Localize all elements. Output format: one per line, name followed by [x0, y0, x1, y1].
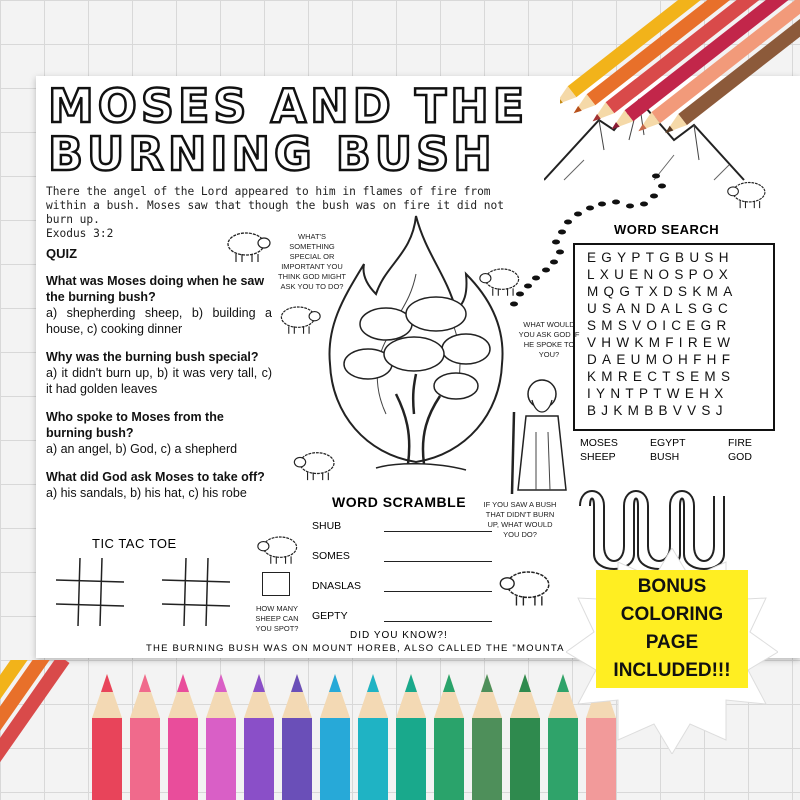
- quiz-section: [46, 246, 272, 501]
- prompt-ask-god: WHAT WOULD YOU ASK GOD IF HE SPOKE TO YOU?: [518, 320, 580, 359]
- prompt-special: WHAT'S SOMETHING SPECIAL OR IMPORTANT YOU THINK GOD MIGHT ASK YOU TO DO?: [278, 232, 346, 291]
- quiz-question: What did God ask Moses to take off?: [46, 470, 265, 484]
- word-search-row: DAEUMOHFHF: [587, 352, 736, 367]
- word-search-row: SMSVOICEGR: [587, 318, 732, 333]
- tic-tac-toe-grid[interactable]: [54, 556, 126, 628]
- word-search-row: BJKMBBVVSJ: [587, 403, 728, 418]
- word-search-word: GOD: [728, 451, 752, 463]
- quiz-answers: a) it didn't burn up, b) it was very tall, c) it had golden leaves: [46, 366, 272, 396]
- answer-line[interactable]: [384, 531, 492, 532]
- sheep-count-box[interactable]: [262, 572, 290, 596]
- word-search-row: LXUENOSPOX: [587, 267, 734, 282]
- sheep-icon: [220, 228, 272, 264]
- tic-tac-toe-label: TIC TAC TOE: [92, 536, 177, 551]
- sheep-icon: [274, 302, 322, 336]
- scramble-row: [312, 610, 472, 622]
- scramble-word: SHUB: [312, 520, 342, 532]
- quiz-question: Why was the burning bush special?: [46, 350, 259, 364]
- badge-line: PAGE: [645, 632, 699, 653]
- quiz-answers: a) shepherding sheep, b) building a house, c) cooking dinner: [46, 306, 272, 336]
- scramble-word: SOMES: [312, 550, 350, 562]
- word-search-word: MOSES: [580, 437, 618, 449]
- did-you-know-fact: THE BURNING BUSH WAS ON MOUNT HOREB, ALSO CALLED THE "MOUNTA: [146, 643, 565, 654]
- did-you-know-heading: DID YOU KNOW?!: [350, 630, 448, 641]
- word-search-word: FIRE: [728, 437, 752, 449]
- word-search-word: BUSH: [650, 451, 680, 463]
- word-search-word: EGYPT: [650, 437, 686, 449]
- word-scramble-title: WORD SCRAMBLE: [332, 494, 467, 510]
- scramble-word: DNASLAS: [312, 580, 362, 592]
- scramble-word: GEPTY: [312, 610, 348, 622]
- quiz-answers: a) his sandals, b) his hat, c) his robe: [46, 486, 247, 500]
- sheep-icon: [256, 532, 304, 566]
- word-search-row: MQGTXDSKMA: [587, 284, 738, 299]
- prompt-sheep-count: HOW MANY SHEEP CAN YOU SPOT?: [255, 604, 299, 633]
- word-search-grid[interactable]: [573, 243, 775, 431]
- answer-line[interactable]: [384, 591, 492, 592]
- quiz-answers: a) an angel, b) God, c) a shepherd: [46, 442, 238, 456]
- prompt-saw-bush: IF YOU SAW A BUSH THAT DIDN'T BURN UP, WHAT WOULD YOU DO?: [483, 500, 557, 539]
- word-search-word: SHEEP: [580, 451, 616, 463]
- sheep-icon: [498, 566, 558, 608]
- quiz-heading: QUIZ: [46, 246, 78, 261]
- quiz-question: Who spoke to Moses from the burning bush?: [46, 410, 224, 440]
- answer-line[interactable]: [384, 561, 492, 562]
- tic-tac-toe-grid[interactable]: [160, 556, 232, 628]
- word-search-row: VHWKMFIREW: [587, 335, 736, 350]
- moses-figure-icon: [506, 372, 576, 496]
- scramble-row: [312, 550, 472, 562]
- title-line-1: MOSES AND THE: [48, 79, 529, 133]
- badge-line: INCLUDED!!!: [613, 660, 731, 681]
- scramble-row: [312, 520, 472, 532]
- word-search-row: KMRECTSEMS: [587, 369, 736, 384]
- scramble-row: [312, 580, 472, 592]
- word-search-row: USANDALSGC: [587, 301, 734, 316]
- word-search-row: EGYPTGBUSH: [587, 250, 734, 265]
- badge-line: COLORING: [620, 604, 724, 625]
- colored-pencils-top-icon: [560, 0, 800, 200]
- word-search-row: IYNTPTWEHX: [587, 386, 729, 401]
- bonus-badge: [596, 570, 748, 688]
- word-search-title: WORD SEARCH: [614, 222, 720, 237]
- answer-line[interactable]: [384, 621, 492, 622]
- verse-reference: Exodus 3:2: [46, 227, 114, 240]
- badge-line: BONUS: [637, 576, 707, 597]
- page-title: [48, 79, 529, 181]
- verse-text: There the angel of the Lord appeared to him in flames of fire from within a bush. Moses saw that though the bush was on fire it did not burn up.: [46, 185, 505, 226]
- title-line-2: BURNING BUSH: [48, 127, 496, 181]
- quiz-question: What was Moses doing when he saw the burning bush?: [46, 274, 265, 304]
